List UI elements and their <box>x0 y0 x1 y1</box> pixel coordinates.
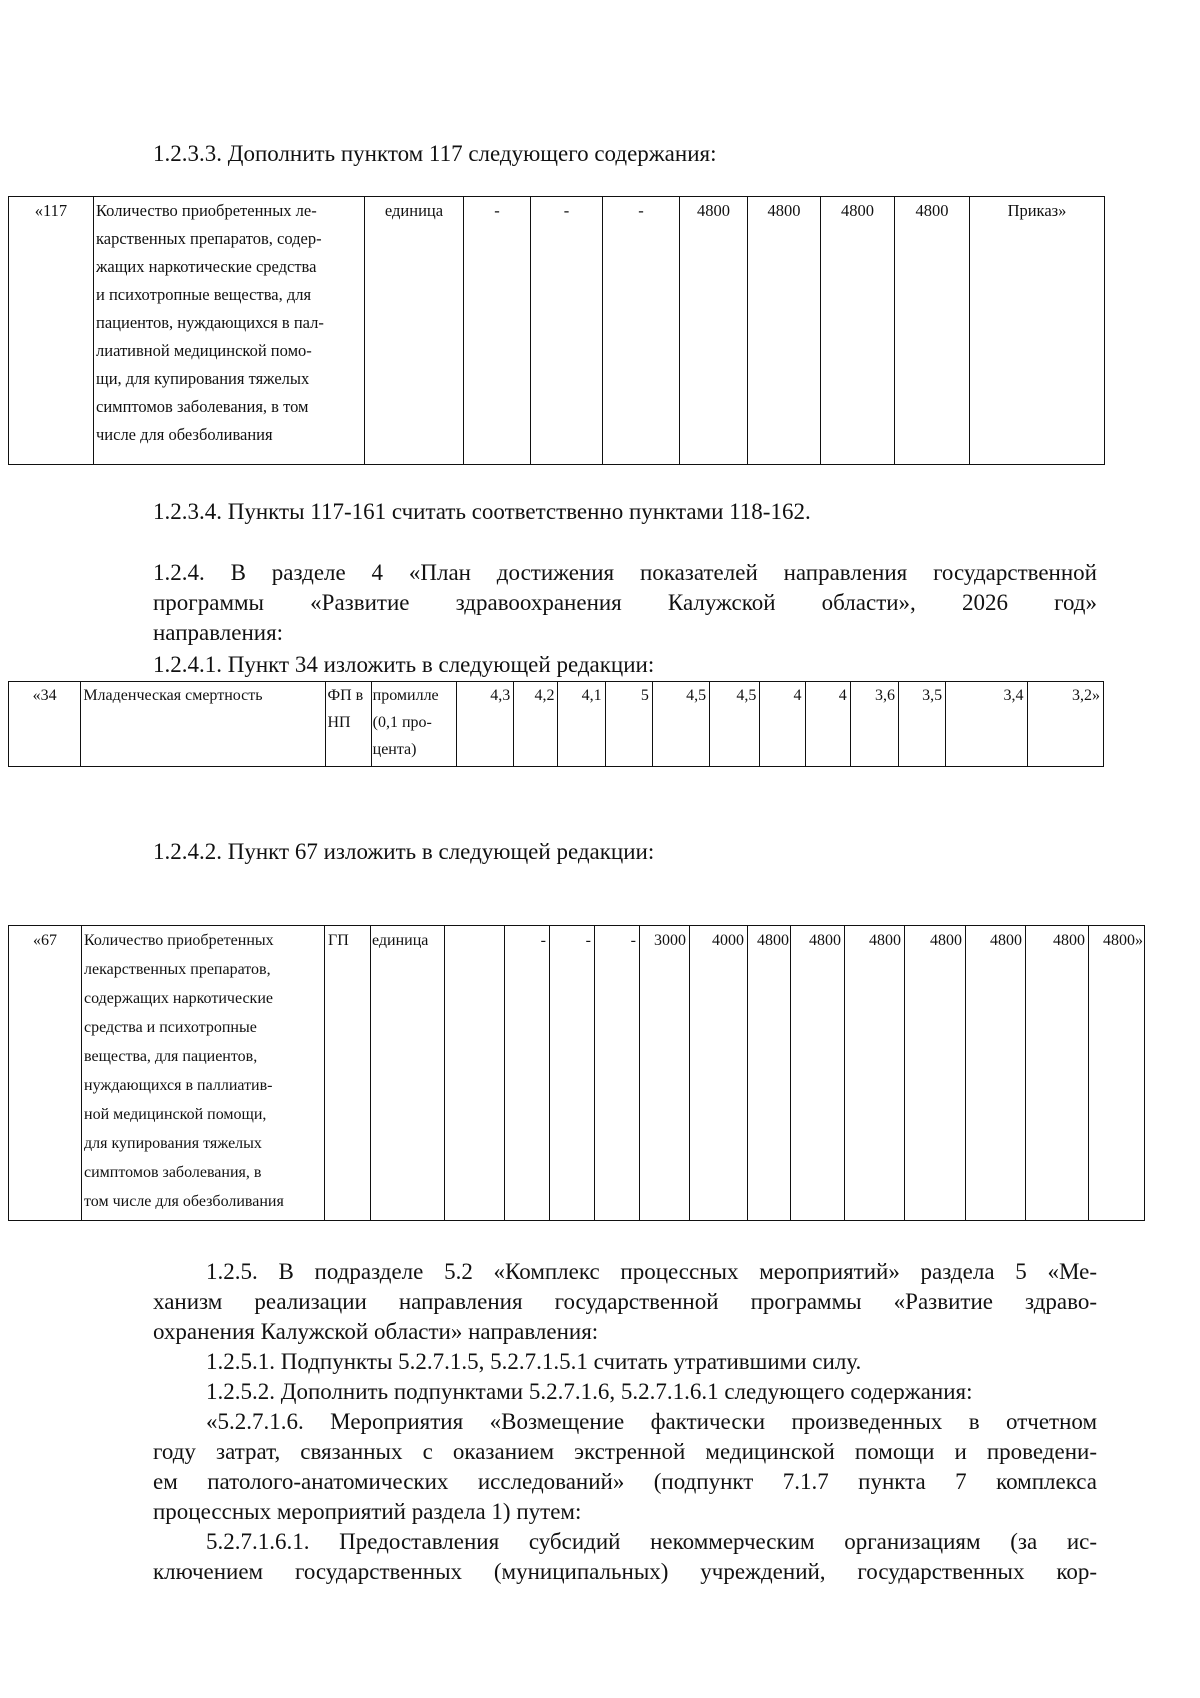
unit-cell: единица <box>371 926 445 1221</box>
name-line: ной медицинской помощи, <box>84 1106 267 1123</box>
table-item-67 <box>8 925 1145 1221</box>
value-cell: - <box>603 197 680 465</box>
row-number: «67 <box>9 926 82 1221</box>
name-line: числе для обезболивания <box>96 425 273 444</box>
name-line: содержащих наркотические <box>84 990 273 1007</box>
paragraph-line: 5.2.7.1.6.1. Предоставления субсидий некоммерческим организациям (за ис- <box>206 1529 1097 1554</box>
type-cell: ГП <box>325 926 371 1221</box>
value-cell: 3,6 <box>850 682 898 767</box>
value-cell: 4800 <box>821 197 895 465</box>
paragraph-line: процессных мероприятий раздела 1) путем: <box>153 1499 582 1524</box>
paragraph-line: ем патолого-анатомических исследований» (подпункт 7.1.7 пункта 7 комплекса <box>153 1469 1097 1494</box>
type-line: ФП в <box>327 687 364 704</box>
paragraph-5-2-7-1-6-1 <box>153 1527 1097 1587</box>
row-number: «117 <box>9 197 94 465</box>
table-row <box>9 197 1105 465</box>
value-cell: 4800 <box>905 926 966 1221</box>
paragraph-line: ханизм реализации направления государственной программы «Развитие здраво- <box>153 1289 1097 1314</box>
paragraph-1-2-4-2: 1.2.4.2. Пункт 67 изложить в следующей редакции: <box>153 839 655 864</box>
type-line: НП <box>327 714 351 731</box>
table-row <box>9 682 1104 767</box>
paragraph-line: охранения Калужской области» направления: <box>153 1319 599 1344</box>
name-line: Количество приобретенных <box>84 932 274 949</box>
name-line: для купирования тяжелых <box>84 1135 262 1152</box>
paragraph-1-2-3-3: 1.2.3.3. Дополнить пунктом 117 следующего содержания: <box>153 141 717 166</box>
name-line: вещества, для пациентов, <box>84 1048 258 1065</box>
value-cell: 4800 <box>791 926 845 1221</box>
name-line: том числе для обезболивания <box>84 1193 284 1210</box>
value-cell: 4800 <box>845 926 905 1221</box>
table-item-117 <box>8 196 1105 465</box>
indicator-name <box>82 926 325 1221</box>
value-cell: 4,5 <box>710 682 760 767</box>
value-cell: - <box>505 926 550 1221</box>
paragraph-line: 1.2.5. В подразделе 5.2 «Комплекс процессных мероприятий» раздела 5 «Ме- <box>206 1259 1097 1284</box>
value-cell: 3,4 <box>946 682 1027 767</box>
paragraph-line: 1.2.4. В разделе 4 «План достижения показателей направления государственной <box>153 560 1097 585</box>
indicator-name <box>94 197 365 465</box>
name-line: жащих наркотические средства <box>96 257 317 276</box>
unit-line: (0,1 про- <box>372 714 432 731</box>
value-cell: 4,5 <box>652 682 709 767</box>
value-cell: - <box>595 926 640 1221</box>
value-cell: 4800 <box>748 197 821 465</box>
value-cell: 5 <box>605 682 652 767</box>
paragraph-line: направления: <box>153 620 284 645</box>
unit-line: цента) <box>372 741 417 758</box>
paragraph-line: «5.2.7.1.6. Мероприятия «Возмещение фактически произведенных в отчетном <box>206 1409 1097 1434</box>
table-row <box>9 926 1145 1221</box>
value-cell: 4800 <box>895 197 970 465</box>
value-cell: 3,2» <box>1027 682 1103 767</box>
name-line: средства и психотропные <box>84 1019 257 1036</box>
indicator-name: Младенческая смертность <box>81 682 326 767</box>
name-line: щи, для купирования тяжелых <box>96 369 310 388</box>
paragraph-1-2-5-2: 1.2.5.2. Дополнить подпунктами 5.2.7.1.6, 5.2.7.1.6.1 следующего содержания: <box>206 1379 973 1404</box>
name-line: симптомов заболевания, в <box>84 1164 262 1181</box>
paragraph-5-2-7-1-6 <box>153 1407 1097 1527</box>
value-cell: 4 <box>760 682 805 767</box>
value-cell: 4800 <box>966 926 1026 1221</box>
paragraph-1-2-5-1: 1.2.5.1. Подпункты 5.2.7.1.5, 5.2.7.1.5.1 считать утратившими силу. <box>206 1349 862 1374</box>
paragraph-line: ключением государственных (муниципальных) учреждений, государственных кор- <box>153 1559 1097 1584</box>
value-cell: 3000 <box>640 926 690 1221</box>
name-line: пациентов, нуждающихся в пал- <box>96 313 324 332</box>
value-cell: - <box>531 197 603 465</box>
paragraph-line: году затрат, связанных с оказанием экстренной медицинской помощи и проведени- <box>153 1439 1097 1464</box>
unit-line: промилле <box>372 687 439 704</box>
value-cell: 3,5 <box>898 682 945 767</box>
value-cell: 4,1 <box>558 682 605 767</box>
unit-cell <box>371 682 456 767</box>
name-line: нуждающихся в паллиатив- <box>84 1077 273 1094</box>
value-cell: 4800 <box>1026 926 1089 1221</box>
name-line: Количество приобретенных ле- <box>96 201 317 220</box>
unit-cell: единица <box>365 197 464 465</box>
name-line: симптомов заболевания, в том <box>96 397 309 416</box>
value-cell: 4 <box>805 682 850 767</box>
paragraph-1-2-4 <box>153 558 1097 648</box>
document-cell: Приказ» <box>970 197 1105 465</box>
value-cell: - <box>464 197 531 465</box>
value-cell: - <box>550 926 595 1221</box>
name-line: лиативной медицинской помо- <box>96 341 312 360</box>
name-line: и психотропные вещества, для <box>96 285 312 304</box>
paragraph-1-2-5 <box>153 1257 1097 1347</box>
value-cell: 4800 <box>748 926 791 1221</box>
paragraph-1-2-3-4: 1.2.3.4. Пункты 117-161 считать соответственно пунктами 118-162. <box>153 499 811 524</box>
type-cell <box>326 682 371 767</box>
paragraph-line: программы «Развитие здравоохранения Калужской области», 2026 год» <box>153 590 1097 615</box>
table-item-34 <box>8 681 1104 767</box>
value-cell: 4000 <box>690 926 748 1221</box>
value-cell: 4,2 <box>514 682 558 767</box>
value-cell: 4800 <box>680 197 748 465</box>
row-number: «34 <box>9 682 81 767</box>
paragraph-1-2-4-1: 1.2.4.1. Пункт 34 изложить в следующей редакции: <box>153 652 655 677</box>
value-cell: 4800» <box>1089 926 1145 1221</box>
name-line: карственных препаратов, содер- <box>96 229 322 248</box>
name-line: лекарственных препаратов, <box>84 961 271 978</box>
value-cell <box>445 926 505 1221</box>
value-cell: 4,3 <box>457 682 514 767</box>
